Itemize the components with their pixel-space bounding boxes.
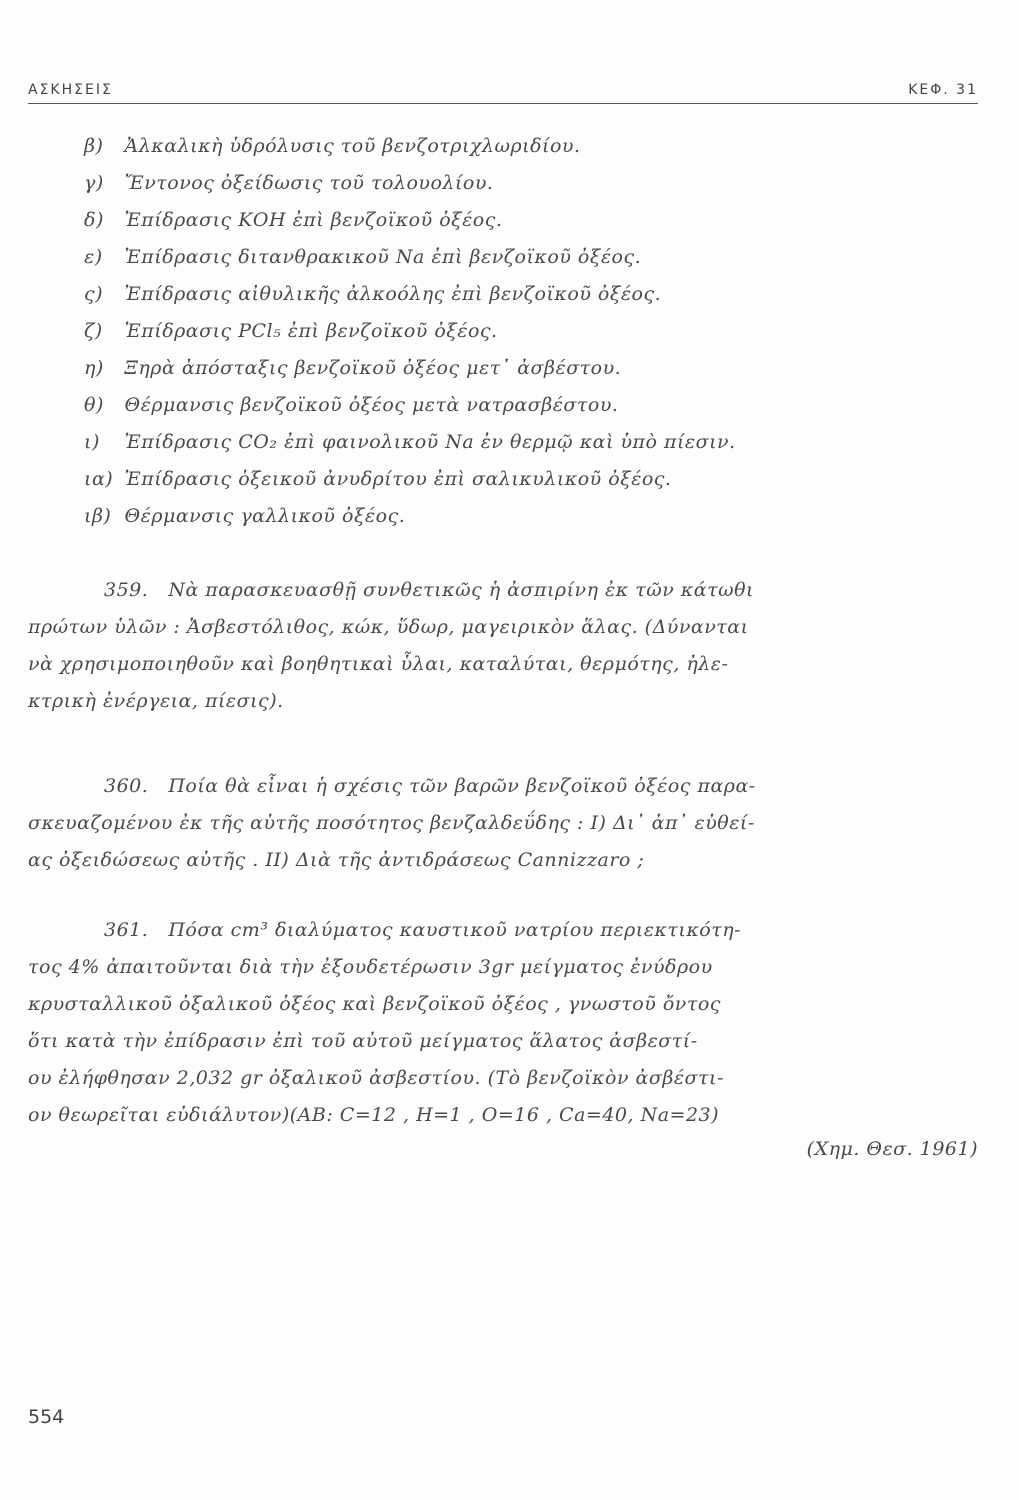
item-label: ιβ) <box>84 505 112 527</box>
list-item <box>84 165 984 202</box>
page-header <box>28 78 978 102</box>
item-text: Ἀλκαλικὴ ὑδρόλυσις τοῦ βενζοτριχλωριδίου. <box>124 135 581 157</box>
item-text: Ἐπίδρασις διτανθρακικοῦ Na ἐπὶ βενζοϊκοῦ ὀξέος. <box>124 246 642 268</box>
exercise-number: 361. <box>104 919 149 941</box>
item-label: ι) <box>84 431 100 453</box>
item-label: θ) <box>84 394 104 416</box>
exercise-line <box>28 912 978 949</box>
exercise-line: κτρικὴ ἐνέργεια, πίεσις). <box>28 690 284 712</box>
exercise-line: ου ἐλήφθησαν 2,032 gr ὀξαλικοῦ ἀσβεστίου. (Τὸ βενζοϊκὸν ἀσβέστι- <box>28 1067 724 1089</box>
item-text: Ξηρὰ ἀπόσταξις βενζοϊκοῦ ὀξέος μετ᾽ ἀσβέστου. <box>124 357 622 379</box>
exercise-line: κρυσταλλικοῦ ὀξαλικοῦ ὀξέος καὶ βενζοϊκοῦ ὀξέος , γνωστοῦ ὄντος <box>28 993 721 1015</box>
exercise-number: 360. <box>104 775 149 797</box>
item-text: Θέρμανσις βενζοϊκοῦ ὀξέος μετὰ νατρασβέστου. <box>124 394 619 416</box>
list-item <box>84 276 984 313</box>
header-divider <box>28 103 978 104</box>
list-item <box>84 387 984 424</box>
list-item <box>84 202 984 239</box>
exercise-line: σκευαζομένου ἐκ τῆς αὐτῆς ποσότητος βενζαλδεΰδης : I) Δι᾽ ἀπ᾽ εὐθεί- <box>28 812 755 834</box>
citation: (Χημ. Θεσ. 1961) <box>806 1138 978 1160</box>
item-text: Ἐπίδρασις CO₂ ἐπὶ φαινολικοῦ Na ἐν θερμῷ καὶ ὑπὸ πίεσιν. <box>124 431 736 453</box>
item-label: η) <box>84 357 104 379</box>
list-item <box>84 128 984 165</box>
list-item <box>84 239 984 276</box>
exercise-line <box>28 572 978 609</box>
exercise-text: Ποία θὰ εἶναι ἡ σχέσις τῶν βαρῶν βενζοϊκοῦ ὀξέος παρα- <box>168 775 756 797</box>
exercise-number: 359. <box>104 579 149 601</box>
exercise-text: Πόσα cm³ διαλύματος καυστικοῦ νατρίου περιεκτικότη- <box>168 919 742 941</box>
item-label: ε) <box>84 246 103 268</box>
item-text: Ἐπίδρασις ὀξεικοῦ ἀνυδρίτου ἐπὶ σαλικυλικοῦ ὀξέος. <box>124 468 672 490</box>
item-text: Θέρμανσις γαλλικοῦ ὀξέος. <box>124 505 406 527</box>
list-item <box>84 313 984 350</box>
item-label: γ) <box>84 172 104 194</box>
exercise-359 <box>28 572 978 720</box>
item-text: Ἐπίδρασις PCl₅ ἐπὶ βενζοϊκοῦ ὀξέος. <box>124 320 498 342</box>
item-label: ς) <box>84 283 104 305</box>
item-label: ια) <box>84 468 114 490</box>
item-label: β) <box>84 135 104 157</box>
list-item <box>84 461 984 498</box>
exercise-line: ας ὀξειδώσεως αὐτῆς . II) Διὰ τῆς ἀντιδράσεως Cannizzaro ; <box>28 849 645 871</box>
item-text: Ἐπίδρασις ΚΟΗ ἐπὶ βενζοϊκοῦ ὀξέος. <box>124 209 503 231</box>
exercise-text: Νὰ παρασκευασθῇ συνθετικῶς ἡ ἀσπιρίνη ἐκ τῶν κάτωθι <box>168 579 754 601</box>
list-item <box>84 424 984 461</box>
exercise-line: ὅτι κατὰ τὴν ἐπίδρασιν ἐπὶ τοῦ αὐτοῦ μείγματος ἅλατος ἀσβεστί- <box>28 1030 698 1052</box>
item-text: Ἐπίδρασις αἰθυλικῆς ἀλκοόλης ἐπὶ βενζοϊκοῦ ὀξέος. <box>124 283 662 305</box>
item-label: ζ) <box>84 320 103 342</box>
item-text: Ἔντονος ὀξείδωσις τοῦ τολουολίου. <box>124 172 494 194</box>
exercise-line <box>28 768 978 805</box>
list-item <box>84 498 984 535</box>
reaction-list <box>84 128 984 535</box>
item-label: δ) <box>84 209 104 231</box>
list-item <box>84 350 984 387</box>
exercise-line: τος 4% ἀπαιτοῦνται διὰ τὴν ἐξουδετέρωσιν 3gr μείγματος ἐνύδρου <box>28 956 713 978</box>
header-chapter: ΚΕΦ. 31 <box>908 82 978 98</box>
page-number: 554 <box>28 1406 65 1428</box>
header-section-title: ΑΣΚΗΣΕΙΣ <box>28 82 113 98</box>
exercise-line: νὰ χρησιμοποιηθοῦν καὶ βοηθητικαὶ ὗλαι, καταλύται, θερμότης, ἠλε- <box>28 653 729 675</box>
exercise-line: ον θεωρεῖται εὐδιάλυτον)(AB: C=12 , H=1 , O=16 , Ca=40, Na=23) <box>28 1104 720 1126</box>
exercise-361 <box>28 912 978 1134</box>
exercise-360 <box>28 768 978 879</box>
exercise-line: πρώτων ὑλῶν : Ἀσβεστόλιθος, κώκ, ὕδωρ, μαγειρικὸν ἅλας. (Δύνανται <box>28 616 749 638</box>
